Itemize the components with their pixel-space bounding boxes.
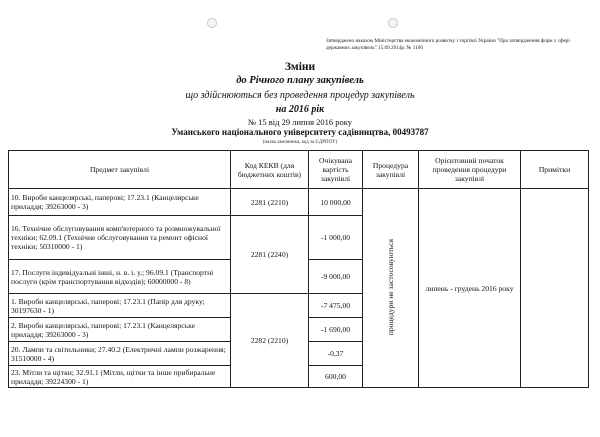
- header-cost: Очікувана вартість закупівлі: [309, 151, 363, 189]
- header-procedure: Процедура закупівлі: [363, 151, 419, 189]
- punch-hole-left: [207, 18, 217, 28]
- row-cost: -0,37: [309, 342, 363, 366]
- punch-hole-right: [388, 18, 398, 28]
- doc-title: Зміни: [284, 61, 316, 73]
- organization-caption: (назва замовника, код за ЄДРПОУ): [262, 140, 338, 145]
- row-subject: 23. Мітли та щітки; 32.91.1 (Мітли, щітки та інше прибиральне приладдя; 39224300 - 1): [9, 366, 231, 388]
- notes-cell: [521, 189, 589, 388]
- row-cost: -7 475,00: [309, 294, 363, 318]
- row-subject: 2. Вироби канцелярські, паперові; 17.23.1 (Канцелярське приладдя; 39263000 - 3): [9, 318, 231, 342]
- row-cost: 10 000,00: [309, 189, 363, 216]
- row-cost: -9 000,00: [309, 260, 363, 294]
- doc-subtitle: до Річного плану закупівель: [236, 75, 364, 86]
- row-cost: -1 690,00: [309, 318, 363, 342]
- row-subject: 1. Вироби канцелярські, паперові; 17.23.1 (Папір для друку; 30197630 - 1): [9, 294, 231, 318]
- header-notes: Примітки: [521, 151, 589, 189]
- row-kekv: 2281 (2210): [231, 189, 309, 216]
- row-kekv: 2282 (2210): [231, 294, 309, 388]
- header-subject: Предмет закупівлі: [9, 151, 231, 189]
- table-row: [9, 189, 589, 216]
- header-kekv: Код КЕКВ (для бюджетних коштів): [231, 151, 309, 189]
- organization-name: Уманського національного університету садівництва, 00493787: [171, 127, 429, 137]
- approval-note: Затверджено наказом Міністерства економічного розвитку і торгівлі України "Про затвердження форм у сфері державних закупівель" 15.09.2014р. № 1106: [326, 38, 570, 51]
- row-cost: -1 000,00: [309, 216, 363, 260]
- row-subject: 17. Послуги індивідуальні інші, н. в. і. у.; 96.09.1 (Транспортні послуги (крім транспортування відходів); 60000000 - 8): [9, 260, 231, 294]
- row-kekv: 2281 (2240): [231, 216, 309, 294]
- row-cost: 600,00: [309, 366, 363, 388]
- header-start: Орієнтовний початок проведення процедури закупівлі: [419, 151, 521, 189]
- procedure-text: процедури не застосовуються: [386, 238, 395, 336]
- doc-year: на 2016 рік: [275, 104, 325, 115]
- row-subject: 10. Вироби канцелярські, паперові; 17.23.1 (Канцелярське приладдя; 39263000 - 3): [9, 189, 231, 216]
- doc-subtitle-2: що здійснюються без проведення процедур закупівель: [185, 90, 415, 101]
- start-cell: липень - грудень 2016 року: [419, 189, 521, 388]
- procurement-table: [8, 150, 589, 388]
- table-header-row: [9, 151, 589, 189]
- row-subject: 16. Технічне обслуговування комп'ютерного та розмножувальної техніки; 62.09.1 (Технічне обслуговування та ремонт офісної техніки; 50310000 - 1): [9, 216, 231, 260]
- procedure-cell: [363, 189, 419, 388]
- doc-number-date: № 15 від 29 липня 2016 року: [247, 117, 353, 127]
- row-subject: 20. Лампи та світильники; 27.40.2 (Електричні лампи розжарення; 31510000 - 4): [9, 342, 231, 366]
